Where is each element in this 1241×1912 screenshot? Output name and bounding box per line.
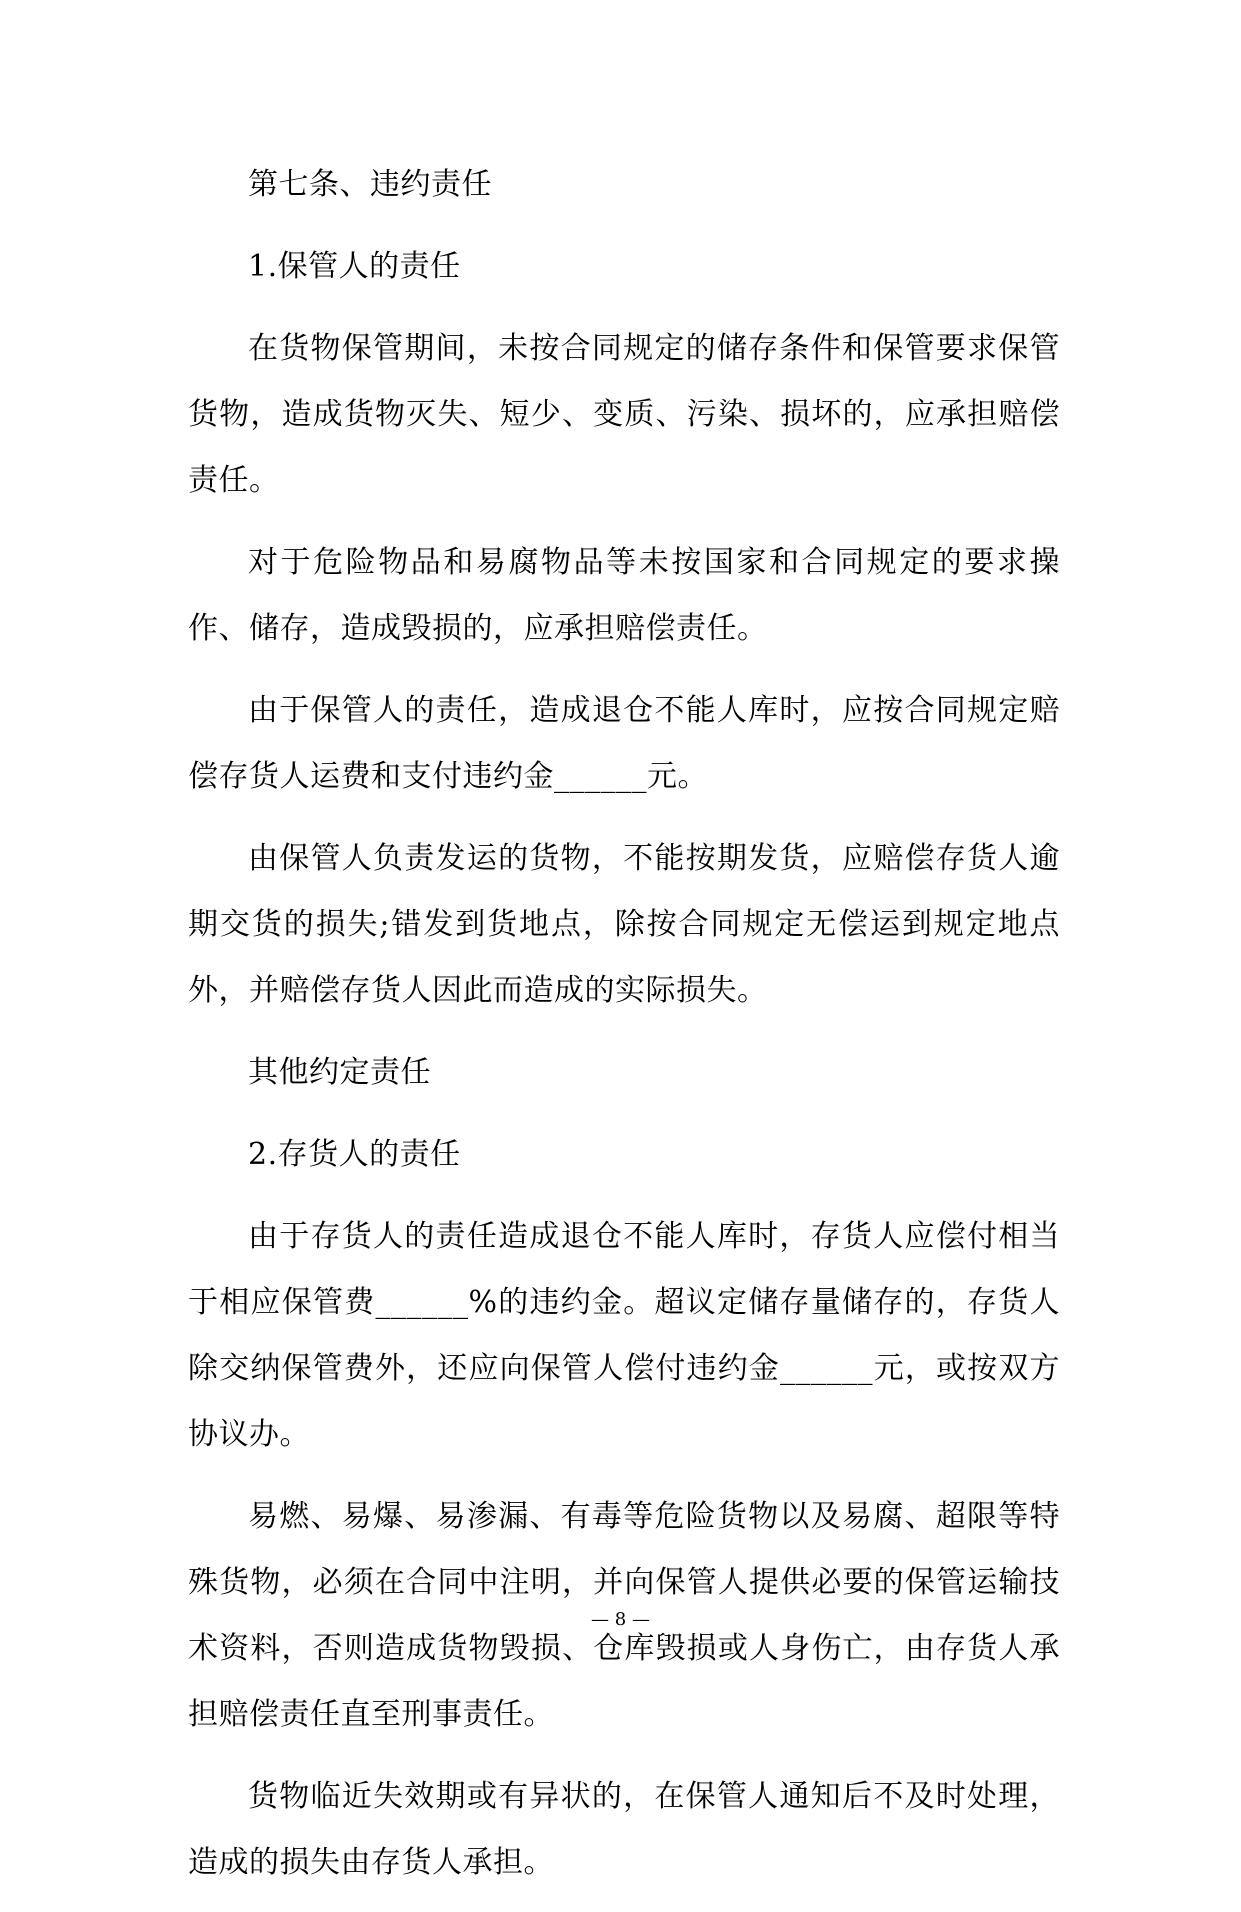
custodian-paragraph-3: 由于保管人的责任，造成退仓不能人库时，应按合同规定赔偿存货人运费和支付违约金______元。 [188, 693, 1060, 794]
custodian-paragraph-4: 由保管人负责发运的货物，不能按期发货，应赔偿存货人逾期交货的损失;错发到货地点，除按合同规定无偿运到规定地点外，并赔偿存货人因此而造成的实际损失。 [188, 841, 1060, 1008]
page-number: — 8 — [591, 1609, 650, 1630]
document-content [188, 152, 1060, 1912]
subheading-depositor-liability: 2.存货人的责任 [248, 1137, 461, 1172]
other-liability-heading: 其他约定责任 [248, 1055, 431, 1090]
section-heading: 第七条、违约责任 [248, 167, 492, 202]
depositor-paragraph-1: 由于存货人的责任造成退仓不能人库时，存货人应偿付相当于相应保管费______%的违约金。超议定储存量储存的，存货人除交纳保管费外，还应向保管人偿付违约金______元，或按双方协议办。 [188, 1219, 1060, 1452]
depositor-paragraph-2: 易燃、易爆、易渗漏、有毒等危险货物以及易腐、超限等特殊货物，必须在合同中注明，并向保管人提供必要的保管运输技术资料，否则造成货物毁损、仓库毁损或人身伤亡，由存货人承担赔偿责任直至刑事责任。 [188, 1499, 1060, 1732]
custodian-paragraph-1: 在货物保管期间，未按合同规定的储存条件和保管要求保管货物，造成货物灭失、短少、变质、污染、损坏的，应承担赔偿责任。 [188, 331, 1060, 498]
subheading-custodian-liability: 1.保管人的责任 [248, 249, 461, 284]
custodian-paragraph-2: 对于危险物品和易腐物品等未按国家和合同规定的要求操作、储存，造成毁损的，应承担赔偿责任。 [188, 545, 1060, 646]
depositor-paragraph-3: 货物临近失效期或有异状的，在保管人通知后不及时处理，造成的损失由存货人承担。 [188, 1779, 1060, 1880]
